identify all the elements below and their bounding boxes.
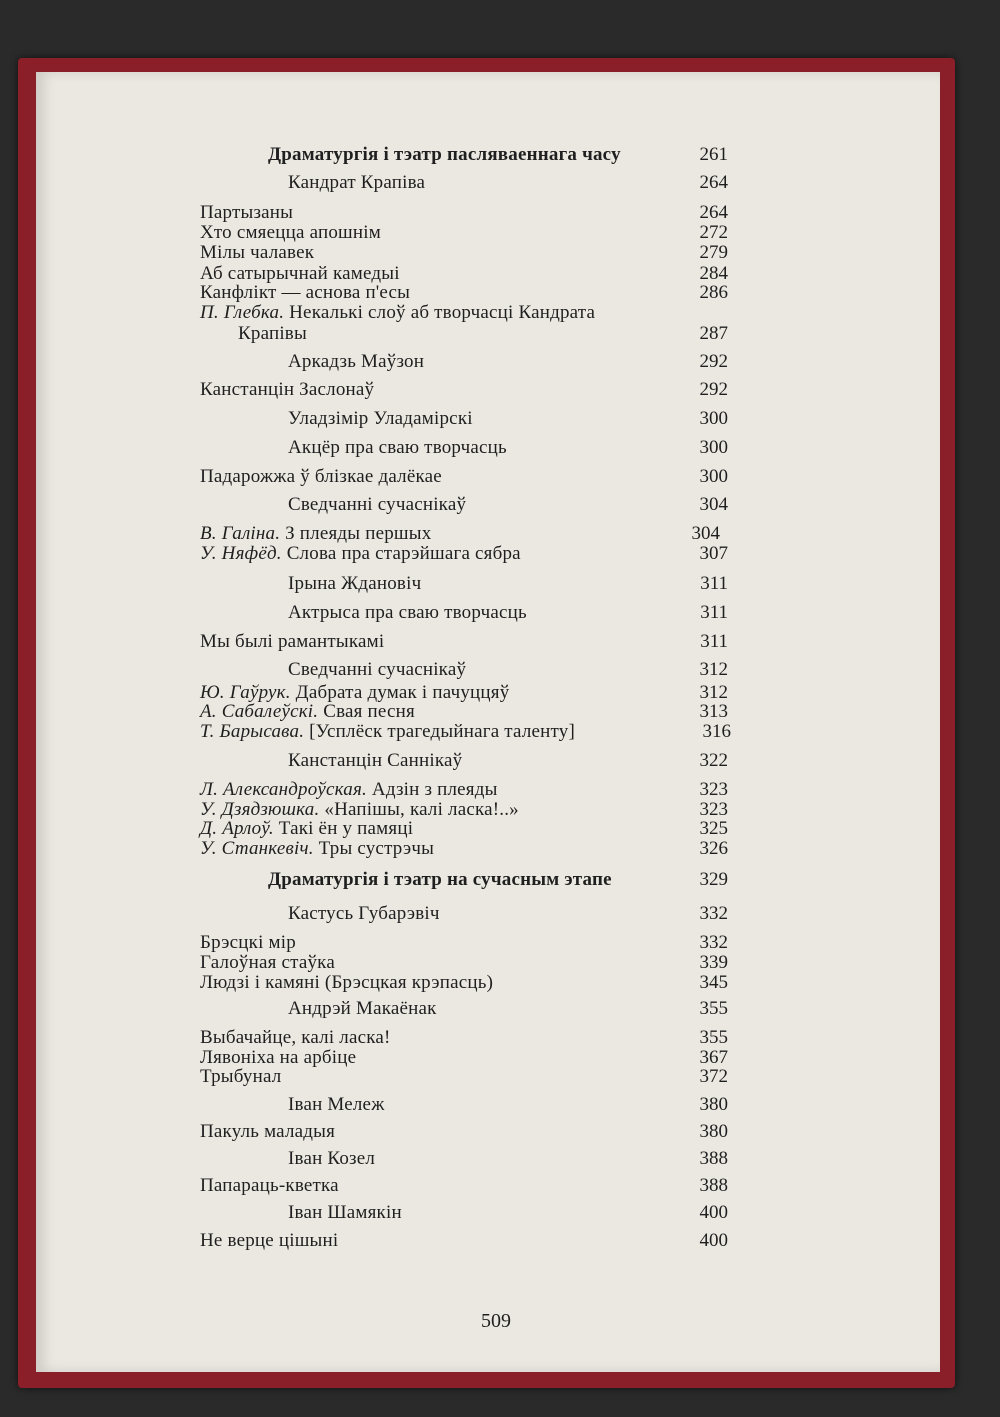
toc-entry-page: 400 xyxy=(699,1202,728,1223)
toc-entry xyxy=(36,721,940,743)
toc-entry-text: Папараць-кветка xyxy=(200,1175,339,1196)
toc-entry-page: 323 xyxy=(699,799,728,820)
toc-entry xyxy=(36,602,940,624)
toc-entry-author: П. Глебка. xyxy=(200,302,290,323)
toc-entry-page: 355 xyxy=(699,1027,728,1048)
toc-entry-text: Такі ён у памяці xyxy=(278,818,414,839)
toc-entry-title xyxy=(288,903,440,925)
toc-entry-text: Тры сустрэчы xyxy=(318,838,435,859)
toc-entry-text: Акцёр пра сваю творчасць xyxy=(288,437,507,458)
toc-entry-title xyxy=(200,701,415,723)
toc-entry-page: 325 xyxy=(699,818,728,839)
toc-entry-title xyxy=(200,838,434,860)
toc-entry-text: Не верце цішыні xyxy=(200,1230,339,1251)
toc-entry-title xyxy=(200,952,335,974)
toc-entry xyxy=(36,750,940,772)
toc-entry-text: Мілы чалавек xyxy=(200,242,315,263)
toc-entry xyxy=(36,437,940,459)
toc-entry-page: 326 xyxy=(699,838,728,859)
toc-entry-page: 380 xyxy=(699,1094,728,1115)
toc-entry-page: 261 xyxy=(699,144,728,165)
toc-entry-title xyxy=(268,144,621,166)
toc-entry-text: Лявоніха на арбіце xyxy=(200,1047,357,1068)
toc-entry-text: Сведчанні сучаснікаў xyxy=(288,494,467,515)
toc-entry xyxy=(36,408,940,430)
toc-entry xyxy=(36,523,940,545)
toc-entry-author: Т. Барысава. xyxy=(200,721,310,742)
toc-entry-text: Пакуль маладыя xyxy=(200,1121,336,1142)
toc-entry xyxy=(36,932,940,954)
toc-entry-page: 367 xyxy=(699,1047,728,1068)
toc-entry-page: 311 xyxy=(700,602,728,623)
toc-entry-text: Выбачайце, калі ласка! xyxy=(200,1027,391,1048)
toc-entry-page: 323 xyxy=(699,779,728,800)
toc-entry xyxy=(36,573,940,595)
toc-entry-title xyxy=(200,721,575,743)
toc-entry xyxy=(36,172,940,194)
toc-entry-title xyxy=(288,602,527,624)
toc-entry-page: 372 xyxy=(699,1066,728,1087)
toc-entry-page: 292 xyxy=(699,351,728,372)
toc-entry xyxy=(36,242,940,264)
toc-entry xyxy=(36,779,940,801)
toc-entry-text: «Напішы, калі ласка!..» xyxy=(324,799,519,820)
toc-entry-text: Актрыса пра сваю творчасць xyxy=(288,602,527,623)
page-number: 509 xyxy=(481,1310,511,1332)
toc-entry-page: 312 xyxy=(699,682,728,703)
toc-entry-page: 332 xyxy=(699,903,728,924)
toc-entry-text: Трыбунал xyxy=(200,1066,282,1087)
toc-entry-title xyxy=(200,818,413,840)
toc-entry-text: Кастусь Губарэвіч xyxy=(288,903,440,924)
toc-entry-text: Партызаны xyxy=(200,202,294,223)
toc-entry-title xyxy=(200,202,293,224)
toc-entry-text: Іван Мележ xyxy=(288,1094,385,1115)
toc-entry-page: 311 xyxy=(700,573,728,594)
toc-entry-text: Некалькі слоў аб творчасці Кандрата xyxy=(289,302,596,323)
toc-entry-author: Д. Арлоў. xyxy=(200,818,279,839)
toc-entry xyxy=(36,1148,940,1170)
toc-entry-title xyxy=(200,282,410,304)
toc-entry xyxy=(36,659,940,681)
toc-entry-text: Іван Шамякін xyxy=(288,1202,402,1223)
toc-entry-title xyxy=(200,242,314,264)
toc-entry-title xyxy=(288,750,462,772)
toc-entry-title xyxy=(288,1094,385,1116)
toc-entry-page: 286 xyxy=(699,282,728,303)
toc-entry-text: Слова пра старэйшага сябра xyxy=(286,543,521,564)
toc-entry-page: 272 xyxy=(699,222,728,243)
toc-entry-text: З плеяды першых xyxy=(285,523,432,544)
toc-entry xyxy=(36,323,940,345)
toc-entry-text: Ірына Ждановіч xyxy=(288,573,422,594)
toc-entry-page: 300 xyxy=(699,437,728,458)
toc-entry-title xyxy=(200,631,384,653)
toc-entry xyxy=(36,379,940,401)
toc-entry-text: Уладзімір Уладамірскі xyxy=(288,408,473,429)
toc-entry-text: Адзін з плеяды xyxy=(371,779,498,800)
toc-entry-title xyxy=(288,351,424,373)
toc-entry xyxy=(36,202,940,224)
toc-entry-page: 307 xyxy=(699,543,728,564)
toc-entry-author: Л. Александроўская. xyxy=(200,779,372,800)
toc-entry-title xyxy=(200,932,296,954)
toc-entry-text: Канфлікт — аснова п'есы xyxy=(200,282,411,303)
toc-entry-text: Андрэй Макаёнак xyxy=(288,998,437,1019)
toc-entry-page: 287 xyxy=(699,323,728,344)
toc-entry-title xyxy=(288,408,473,430)
toc-entry-page: 345 xyxy=(699,972,728,993)
toc-entry-page: 304 xyxy=(699,494,728,515)
toc-entry-title xyxy=(200,543,521,565)
toc-entry-title xyxy=(200,972,493,994)
toc-entry-page: 300 xyxy=(699,466,728,487)
toc-entry-title xyxy=(200,1121,335,1143)
toc-entry-text: Іван Козел xyxy=(288,1148,376,1169)
toc-entry-text: Кандрат Крапіва xyxy=(288,172,426,193)
toc-entry-text: Хто смяецца апошнім xyxy=(200,222,381,243)
toc-entry-title xyxy=(288,659,466,681)
toc-entry-author: В. Галіна. xyxy=(200,523,286,544)
toc-entry-page: 311 xyxy=(700,631,728,652)
toc-entry-page: 388 xyxy=(699,1148,728,1169)
toc-entry-page: 355 xyxy=(699,998,728,1019)
toc-entry-page: 300 xyxy=(699,408,728,429)
toc-entry-title xyxy=(288,998,437,1020)
toc-entry-text: [Усплёск трагедыйнага таленту] xyxy=(309,721,576,742)
toc-entry-title xyxy=(288,494,466,516)
toc-entry-title xyxy=(200,523,431,545)
toc-entry-page: 312 xyxy=(699,659,728,680)
toc-entry xyxy=(36,144,940,166)
toc-entry xyxy=(36,494,940,516)
toc-entry xyxy=(36,818,940,840)
toc-entry-title xyxy=(288,172,425,194)
toc-entry-text: Сведчанні сучаснікаў xyxy=(288,659,467,680)
toc-entry xyxy=(36,466,940,488)
toc-entry-text: Канстанцін Заслонаў xyxy=(200,379,375,400)
toc-entry xyxy=(36,1027,940,1049)
toc-entry-text: Крапівы xyxy=(238,323,307,344)
toc-entry xyxy=(36,631,940,653)
toc-entry xyxy=(36,869,940,891)
toc-entry xyxy=(36,282,940,304)
toc-entry xyxy=(36,543,940,565)
toc-entry-text: Мы былі рамантыкамі xyxy=(200,631,385,652)
toc-entry-page: 304 xyxy=(691,523,720,544)
toc-entry-text: Падарожжа ў блізкае далёкае xyxy=(200,466,442,487)
book-page xyxy=(36,72,940,1372)
toc-entry xyxy=(36,1175,940,1197)
toc-entry xyxy=(36,1094,940,1116)
toc-entry-page: 400 xyxy=(699,1230,728,1251)
toc-entry-text: Драматургія і тэатр пасляваеннага часу xyxy=(268,144,621,165)
toc-entry-page: 388 xyxy=(699,1175,728,1196)
toc-entry-page: 339 xyxy=(699,952,728,973)
toc-entry-page: 284 xyxy=(699,263,728,284)
toc-entry-page: 313 xyxy=(699,701,728,722)
toc-entry-text: Аб сатырычнай камедыі xyxy=(200,263,400,284)
toc-entry-page: 316 xyxy=(702,721,731,742)
toc-entry-text: Свая песня xyxy=(323,701,415,722)
toc-entry xyxy=(36,1202,940,1224)
toc-entry-title xyxy=(288,1202,402,1224)
toc-entry-title xyxy=(200,1027,391,1049)
toc-entry-page: 332 xyxy=(699,932,728,953)
toc-entry-title xyxy=(200,1175,339,1197)
toc-entry-page: 380 xyxy=(699,1121,728,1142)
toc-entry xyxy=(36,222,940,244)
toc-entry-author: А. Сабалеўскі. xyxy=(200,701,324,722)
toc-entry-page: 264 xyxy=(699,202,728,223)
toc-entry xyxy=(36,838,940,860)
toc-entry-text: Брэсцкі мір xyxy=(200,932,296,953)
toc-entry xyxy=(36,1121,940,1143)
toc-entry-title xyxy=(288,437,507,459)
toc-entry-text: Драматургія і тэатр на сучасным этапе xyxy=(268,869,612,890)
toc-entry xyxy=(36,351,940,373)
toc-entry xyxy=(36,998,940,1020)
toc-entry-author: У. Няфёд. xyxy=(200,543,287,564)
toc-entry-title xyxy=(238,323,307,345)
toc-entry-title xyxy=(200,302,595,324)
toc-entry-title xyxy=(200,1066,281,1088)
toc-entry xyxy=(36,1230,940,1252)
toc-entry-author: У. Дзядзюшка. xyxy=(200,799,325,820)
toc-entry-page: 264 xyxy=(699,172,728,193)
toc-entry xyxy=(36,952,940,974)
toc-entry-title xyxy=(200,222,381,244)
toc-entry xyxy=(36,903,940,925)
toc-entry-page: 292 xyxy=(699,379,728,400)
toc-entry-text: Галоўная стаўка xyxy=(200,952,335,973)
toc-entry-title xyxy=(200,1230,338,1252)
toc-entry-title xyxy=(200,779,498,801)
toc-entry-title xyxy=(288,573,421,595)
toc-entry-text: Дабрата думак і пачуццяў xyxy=(295,682,510,703)
toc-entry-author: У. Станкевіч. xyxy=(200,838,319,859)
toc-entry-author: Ю. Гаўрук. xyxy=(200,682,296,703)
toc-entry-title xyxy=(200,466,442,488)
toc-entry-text: Людзі і камяні (Брэсцкая крэпасць) xyxy=(200,972,494,993)
toc-entry-text: Канстанцін Саннікаў xyxy=(288,750,463,771)
toc-entry-title xyxy=(268,869,612,891)
toc-entry xyxy=(36,1066,940,1088)
toc-entry-page: 279 xyxy=(699,242,728,263)
toc-entry-text: Аркадзь Маўзон xyxy=(288,351,425,372)
toc-entry-title xyxy=(288,1148,375,1170)
toc-entry-title xyxy=(200,379,374,401)
toc-entry-page: 322 xyxy=(699,750,728,771)
toc-entry-page: 329 xyxy=(699,869,728,890)
toc-entry xyxy=(36,972,940,994)
toc-entry xyxy=(36,302,940,324)
toc-entry xyxy=(36,701,940,723)
